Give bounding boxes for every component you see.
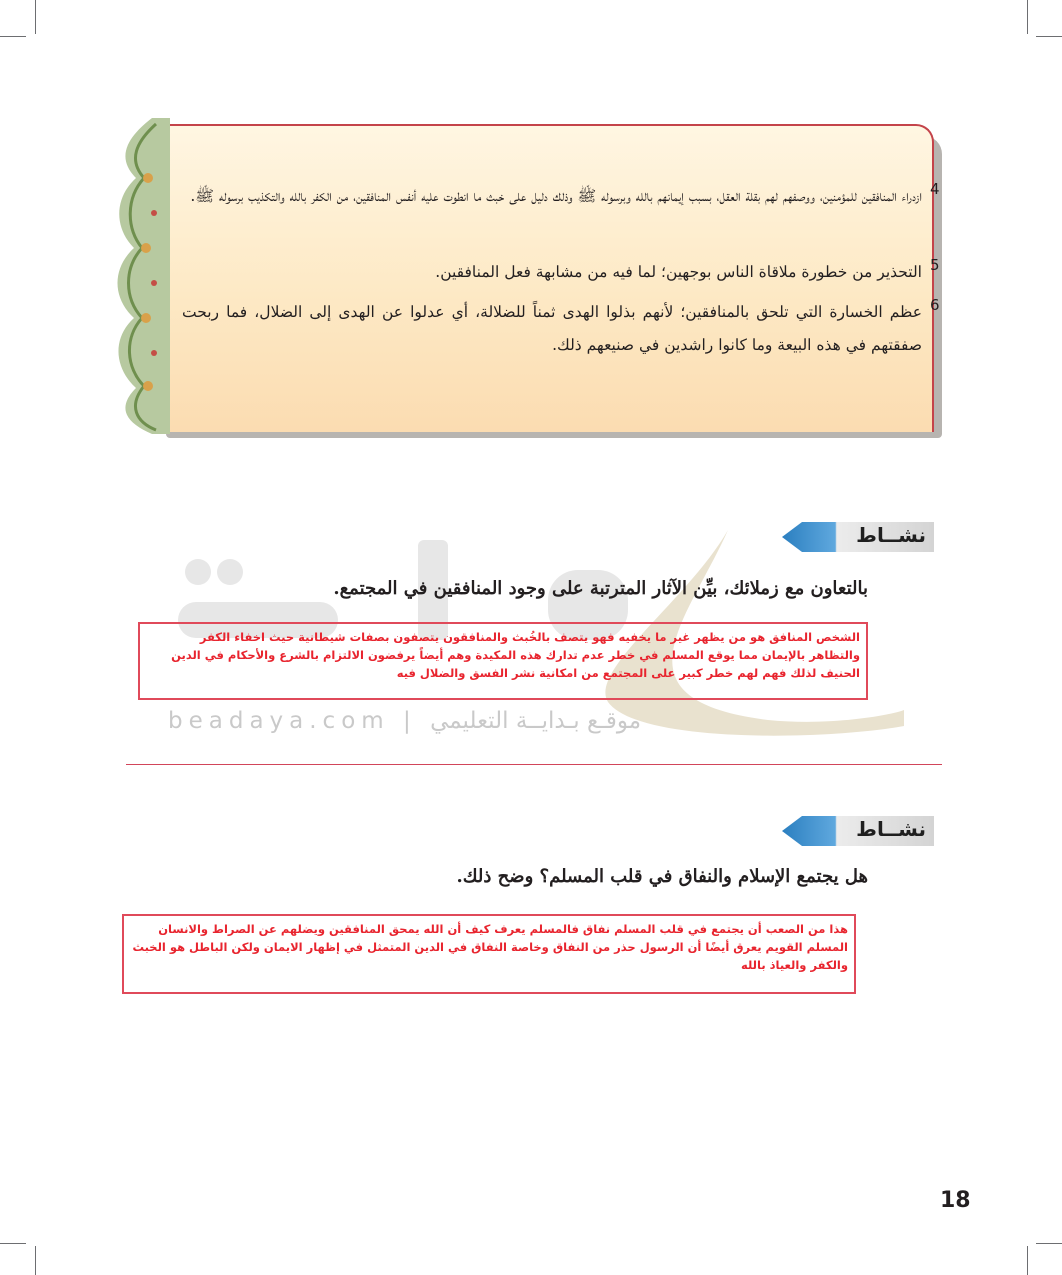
answer-box: هذا من الصعب أن يجتمع في قلب المسلم نفاق فالمسلم يعرف كيف أن الله يمحق المنافقين ويضلهم عن الصراط والانسان المسلم القويم يعرق أيضًا أن الرسول حذر من النفاق وخاصة النفاق في الدين المتمثل في إظهار الايمان ولكن الباطل هو الخبث والكفر والعياذ بالله [122,914,856,994]
crop-mark [1036,36,1062,37]
answer-box: الشخص المنافق هو من يظهر غير ما يخفيه فهو يتصف بالخُبث والمنافقون يتصفون بصفات شيطانية حيث اخفاء الكفر والتظاهر بالإيمان مما يوقع المسلم في خطر عدم تدارك هذه المكيدة وهم أيضاً يرفضون الالتزام بالشرع والأحكام في الدين الحنيف لذلك فهم لهم خطر كبير على المجتمع من امكانية نشر الفسق والضلال فيه [138,622,868,700]
activity-question: هل يجتمع الإسلام والنفاق في قلب المسلم؟ وضح ذلك. [456,866,868,887]
activity-tab [782,814,934,848]
item-text: ازدراء المنافقين للمؤمنين، ووصفهم لهم بقلة العقل، بسبب إيمانهم بالله وبرسوله ﷺ وذلك دليل على خبث ما انطوت عليه أنفس المنافقين، من الكفر بالله والتكذيب برسوله ﷺ. [190,187,922,205]
card-item [182,256,940,289]
crop-mark [35,1246,36,1275]
activity-label: نشــاط [856,523,926,547]
ornament-border [106,118,170,434]
page-number: 18 [940,1188,971,1213]
crop-mark [35,0,36,34]
crop-mark [0,36,26,37]
crop-mark [1027,0,1028,34]
crop-mark [1036,1243,1062,1244]
activity-tab [782,520,934,554]
item-number: 4 [930,180,940,198]
crop-mark [1027,1246,1028,1275]
card-item [182,180,940,213]
crop-mark [0,1243,26,1244]
item-text: عظم الخسارة التي تلحق بالمنافقين؛ لأنهم بذلوا الهدى ثمناً للضلالة، أي عدلوا عن الهدى إلى الضلال، فما ربحت صفقتهم في هذه البيعة وما كانوا راشدين في صنيعهم ذلك. [182,303,922,354]
card-item [182,296,940,362]
activity-question: بالتعاون مع زملائك، بيِّن الآثار المترتبة على وجود المنافقين في المجتمع. [333,578,868,599]
item-text: التحذير من خطورة ملاقاة الناس بوجهين؛ لما فيه من مشابهة فعل المنافقين. [435,263,922,281]
item-number: 5 [930,256,940,274]
watermark-text: beadaya.com | موقـع بـدايــة التعليمي [168,708,642,734]
item-number: 6 [930,296,940,314]
divider [126,764,942,765]
activity-label: نشــاط [856,817,926,841]
